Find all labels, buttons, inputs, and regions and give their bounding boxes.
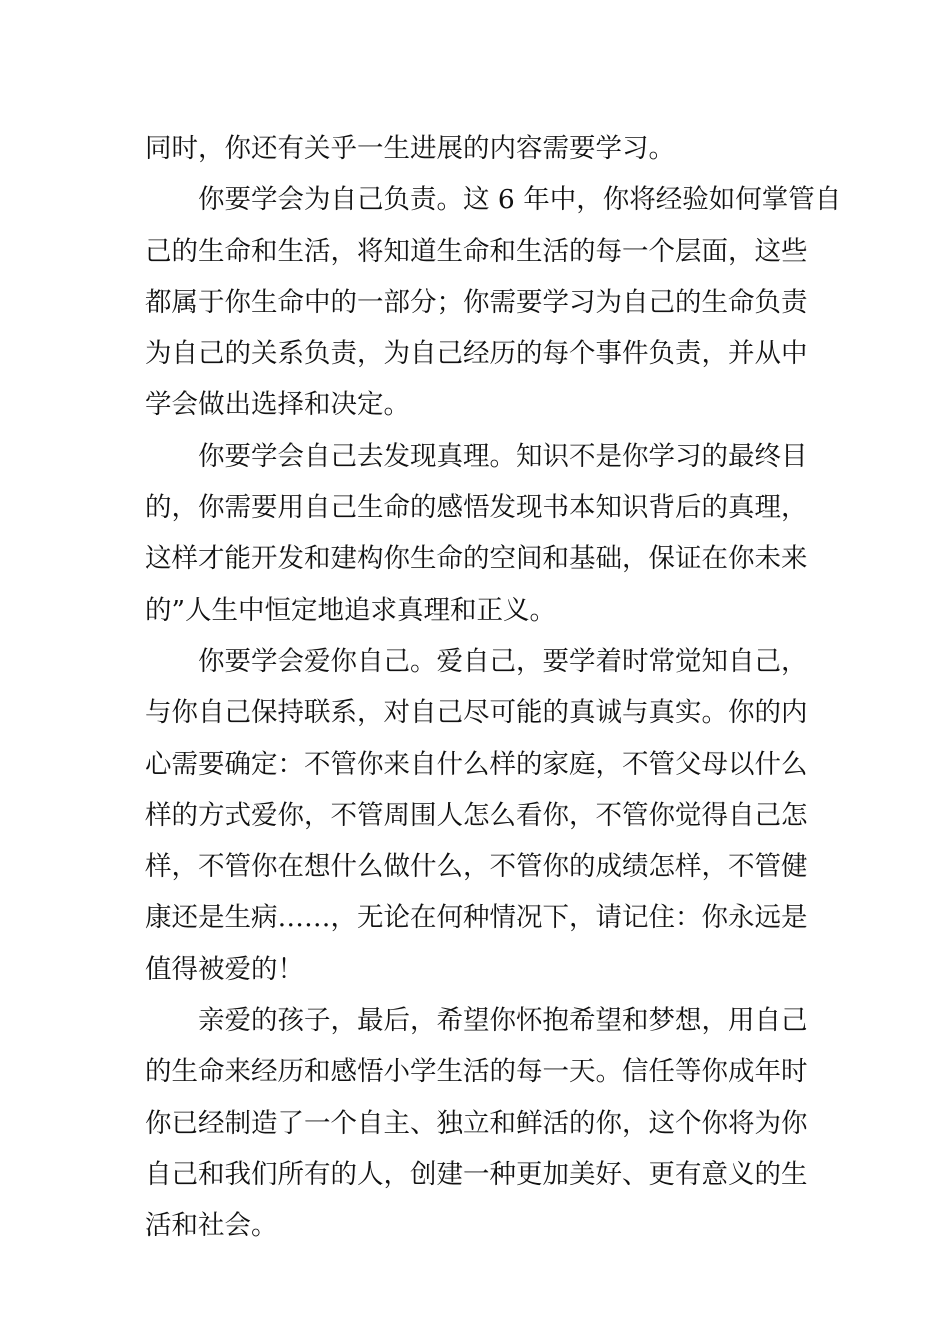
text-line: 样，不管你在想什么做什么，不管你的成绩怎样，不管健 <box>145 851 808 883</box>
document-body <box>145 123 842 1252</box>
text-line: 同时，你还有关乎一生进展的内容需要学习。 <box>145 133 675 164</box>
text-line: 的”人生中恒定地追求真理和正义。 <box>145 594 557 626</box>
paragraph-first-line: 亲爱的孩子，最后，希望你怀抱希望和梦想，用自己 <box>198 1005 808 1037</box>
text-line: 都属于你生命中的一部分；你需要学习为自己的生命负责 <box>145 286 808 318</box>
text-line: 样的方式爱你，不管周围人怎么看你，不管你觉得自己怎 <box>145 799 808 831</box>
paragraph-first-line: 你要学会自己去发现真理。知识不是你学习的最终目 <box>198 440 808 472</box>
text-line: 为自己的关系负责，为自己经历的每个事件负责，并从中 <box>145 338 808 370</box>
text-line: 康还是生病……，无论在何种情况下，请记住：你永远是 <box>145 902 808 934</box>
text-line: 你已经制造了一个自主、独立和鲜活的你，这个你将为你 <box>145 1107 808 1139</box>
text-line: 与你自己保持联系，对自己尽可能的真诚与真实。你的内 <box>145 697 808 729</box>
text-line: 这样才能开发和建构你生命的空间和基础，保证在你未来 <box>145 543 808 575</box>
text-line: 自己和我们所有的人，创建一种更加美好、更有意义的生 <box>145 1158 808 1190</box>
text-line: 值得被爱的！ <box>145 953 304 985</box>
text-line: 的，你需要用自己生命的感悟发现书本知识背后的真理， <box>145 492 808 524</box>
text-line: 学会做出选择和决定。 <box>145 389 410 421</box>
text-line: 己的生命和生活，将知道生命和生活的每一个层面，这些 <box>145 235 808 267</box>
text-line: 心需要确定：不管你来自什么样的家庭，不管父母以什么 <box>145 748 808 780</box>
paragraph-first-line: 你要学会为自己负责。这 6 年中，你将经验如何掌管自 <box>198 184 842 216</box>
paragraph-first-line: 你要学会爱你自己。爱自己，要学着时常觉知自己， <box>198 645 808 677</box>
text-line: 的生命来经历和感悟小学生活的每一天。信任等你成年时 <box>145 1056 808 1088</box>
text-line: 活和社会。 <box>145 1210 278 1242</box>
